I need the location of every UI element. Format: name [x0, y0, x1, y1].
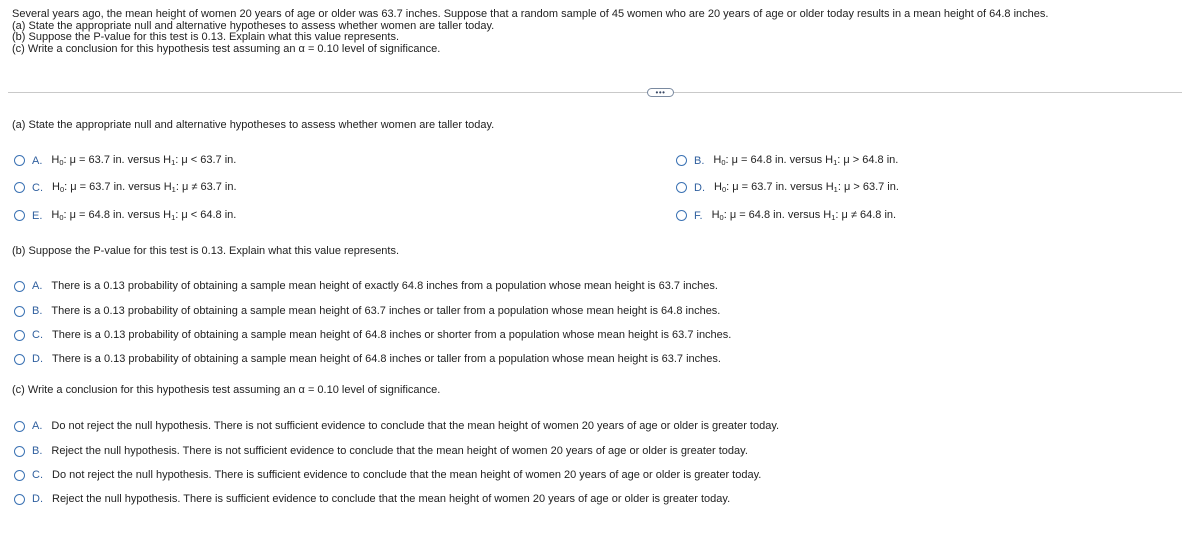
problem-text-line: (b) Suppose the P-value for this test is 0.13. Explain what this value represents. [12, 31, 400, 44]
part-a-option-d[interactable] [676, 181, 899, 194]
part-b-option-d[interactable] [14, 353, 721, 365]
radio-button[interactable] [14, 330, 25, 341]
hypothesis-text: $H_0$: μ = 64.8 in. versus $H_1$: μ < 64.8 in. [51, 209, 237, 222]
option-letter: B. [694, 154, 705, 167]
option-letter: A. [32, 280, 43, 292]
option-text: There is a 0.13 probability of obtaining a sample mean height of exactly 64.8 inches from a population whose mean height is 63.7 inches. [51, 280, 718, 292]
expand-button[interactable]: ••• [647, 88, 674, 97]
option-text: Reject the null hypothesis. There is sufficient evidence to conclude that the mean height of women 20 years of age or older is greater today. [52, 493, 731, 505]
radio-button[interactable] [14, 470, 25, 481]
hypothesis-text: $H_0$: μ = 63.7 in. versus $H_1$: μ > 63.7 in. [714, 181, 899, 194]
option-text: Do not reject the null hypothesis. There is sufficient evidence to conclude that the mean height of women 20 years of age or older is greater today. [52, 469, 762, 481]
part-c-question: (c) Write a conclusion for this hypothesis test assuming an α = 0.10 level of significance. [12, 384, 441, 396]
option-letter: C. [32, 329, 43, 341]
option-letter: D. [694, 181, 705, 194]
hypothesis-text: $H_0$: μ = 63.7 in. versus $H_1$: μ < 63.7 in. [51, 154, 237, 167]
radio-button[interactable] [14, 182, 25, 193]
radio-button[interactable] [14, 155, 25, 166]
radio-button[interactable] [676, 210, 687, 221]
radio-button[interactable] [14, 354, 25, 365]
radio-button[interactable] [14, 281, 25, 292]
part-a-question: (a) State the appropriate null and alternative hypotheses to assess whether women are taller today. [12, 119, 495, 131]
option-letter: D. [32, 353, 43, 365]
radio-button[interactable] [14, 421, 25, 432]
option-letter: E. [32, 209, 43, 222]
option-letter: A. [32, 154, 43, 167]
part-c-option-d[interactable] [14, 493, 730, 505]
part-c-option-c[interactable] [14, 469, 761, 481]
part-b-question: (b) Suppose the P-value for this test is 0.13. Explain what this value represents. [12, 245, 400, 257]
problem-text-line: (c) Write a conclusion for this hypothesis test assuming an α = 0.10 level of significance. [12, 43, 441, 56]
part-b-option-b[interactable] [14, 305, 720, 317]
option-text: There is a 0.13 probability of obtaining a sample mean height of 64.8 inches or taller from a population whose mean height is 63.7 inches. [52, 353, 721, 365]
radio-button[interactable] [14, 494, 25, 505]
option-text: Reject the null hypothesis. There is not sufficient evidence to conclude that the mean height of women 20 years of age or older is greater today. [51, 445, 748, 457]
part-a-option-a[interactable] [14, 154, 236, 167]
radio-button[interactable] [14, 446, 25, 457]
option-text: Do not reject the null hypothesis. There is not sufficient evidence to conclude that the mean height of women 20 years of age or older is greater today. [51, 420, 780, 432]
option-letter: A. [32, 420, 43, 432]
option-letter: C. [32, 181, 43, 194]
radio-button[interactable] [14, 306, 25, 317]
part-b-option-c[interactable] [14, 329, 731, 341]
option-letter: B. [32, 305, 43, 317]
section-divider [8, 92, 1182, 93]
part-a-option-f[interactable] [676, 209, 896, 222]
option-letter: B. [32, 445, 43, 457]
hypothesis-text: $H_0$: μ = 64.8 in. versus $H_1$: μ > 64.8 in. [713, 154, 899, 167]
radio-button[interactable] [676, 182, 687, 193]
option-letter: D. [32, 493, 43, 505]
part-b-option-a[interactable] [14, 280, 718, 292]
part-a-option-c[interactable] [14, 181, 237, 194]
hypothesis-text: $H_0$: μ = 63.7 in. versus $H_1$: μ ≠ 63.7 in. [52, 181, 237, 194]
radio-button[interactable] [14, 210, 25, 221]
part-a-option-b[interactable] [676, 154, 898, 167]
radio-button[interactable] [676, 155, 687, 166]
part-c-option-a[interactable] [14, 420, 779, 432]
problem-statement [12, 9, 1048, 56]
option-text: There is a 0.13 probability of obtaining a sample mean height of 63.7 inches or taller from a population whose mean height is 64.8 inches. [51, 305, 721, 317]
option-letter: C. [32, 469, 43, 481]
option-letter: F. [694, 209, 703, 222]
option-text: There is a 0.13 probability of obtaining a sample mean height of 64.8 inches or shorter from a population whose mean height is 63.7 inches. [52, 329, 732, 341]
problem-text-line: Several years ago, the mean height of women 20 years of age or older was 63.7 inches. Suppose that a random sample of 45 women who are 20 years of age or older today results in a mean height of 64.8 inches. [12, 8, 1049, 20]
problem-text-line: (a) State the appropriate null and alternative hypotheses to assess whether women are taller today. [12, 19, 495, 32]
part-c-option-b[interactable] [14, 445, 748, 457]
hypothesis-text: $H_0$: μ = 64.8 in. versus $H_1$: μ ≠ 64.8 in. [711, 209, 897, 222]
part-a-option-e[interactable] [14, 209, 236, 222]
